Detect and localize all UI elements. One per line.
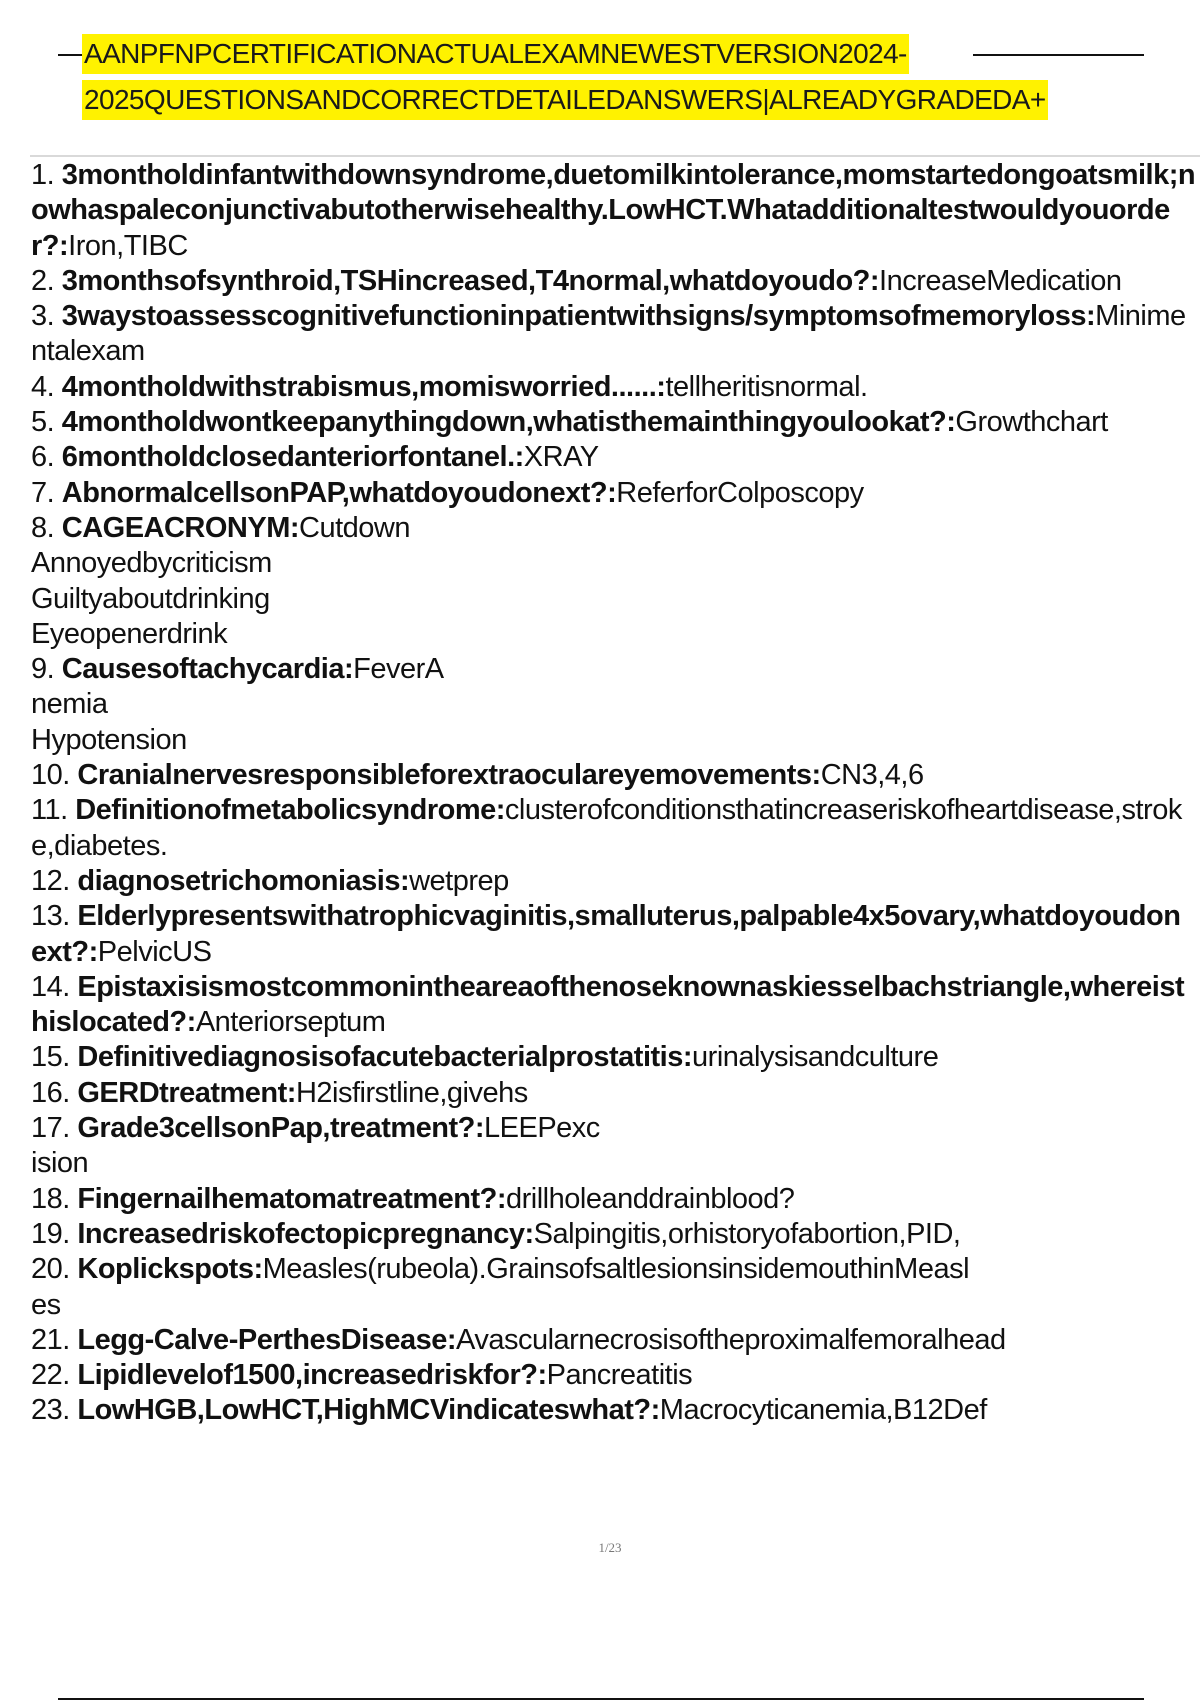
qa-item (31, 899, 1196, 970)
qa-answer: Growthchart (955, 406, 1108, 439)
qa-question: AbnormalcellsonPAP,whatdoyoudonext?: (61, 476, 617, 509)
qa-answer: wetprep (409, 864, 509, 897)
qa-answer: ReferforColposcopy (616, 476, 864, 509)
qa-item (31, 1040, 1196, 1075)
qa-answer: Iron,TIBC (68, 229, 188, 262)
page-number: 1/23 (598, 1540, 622, 1555)
qa-answer: Anteriorseptum (195, 1006, 386, 1039)
qa-item (31, 1076, 1196, 1111)
qa-answer: Pancreatitis (546, 1359, 693, 1392)
qa-question: 3montholdinfantwithdownsyndrome,duetomilkintolerance,momstartedongoatsmilk;nowhaspaleconjunctivabutotherwisehealthy.LowHCT.Whatadditionaltestwouldyouorder?: (31, 159, 1196, 262)
qa-number: 6. (31, 441, 62, 474)
qa-answer: drillholeanddrainblood? (506, 1182, 795, 1215)
qa-question: Koplickspots: (77, 1253, 263, 1286)
qa-question: Fingernailhematomatreatment?: (77, 1182, 507, 1215)
qa-question: Causesoftachycardia: (61, 653, 354, 686)
qa-question: Elderlypresentswithatrophicvaginitis,smalluterus,palpable4x5ovary,whatdoyoudonext?: (31, 900, 1181, 968)
document-title (58, 34, 1144, 126)
qa-number: 15. (31, 1041, 78, 1074)
qa-question: CAGEACRONYM: (61, 511, 300, 544)
qa-item (31, 405, 1196, 440)
qa-number: 18. (31, 1182, 78, 1215)
qa-number: 8. (31, 511, 62, 544)
qa-number: 4. (31, 370, 62, 403)
qa-question: diagnosetrichomoniasis: (77, 864, 410, 897)
qa-number: 5. (31, 406, 62, 439)
qa-question: 4montholdwithstrabismus,momisworried......: (61, 370, 666, 403)
qa-answer: Cutdown Annoyedbycriticism Guiltyaboutdrinking Eyeopenerdrink (31, 511, 410, 650)
qa-item (31, 652, 1196, 758)
qa-item (31, 1358, 1196, 1393)
qa-answer: H2isfirstline,givehs (295, 1076, 528, 1109)
qa-item (31, 476, 1196, 511)
qa-item (31, 1182, 1196, 1217)
qa-item (31, 158, 1196, 264)
qa-number: 20. (31, 1253, 78, 1286)
qa-answer: clusterofconditionsthatincreaseriskofheartdisease,stroke,diabetes. (31, 794, 1182, 862)
qa-item (31, 758, 1196, 793)
qa-answer: XRAY (523, 441, 599, 474)
qa-number: 22. (31, 1359, 78, 1392)
qa-item (31, 1217, 1196, 1252)
qa-question: 4montholdwontkeepanythingdown,whatisthemainthingyoulookat?: (61, 406, 956, 439)
qa-item (31, 1252, 1196, 1323)
qa-answer: Avascularnecrosisoftheproximalfemoralhead (456, 1323, 1006, 1356)
title-rule-left (58, 54, 82, 56)
qa-number: 14. (31, 970, 78, 1003)
qa-item (31, 511, 1196, 652)
qa-item (31, 1111, 1196, 1182)
qa-item (31, 370, 1196, 405)
qa-number: 2. (31, 264, 62, 297)
qa-item (31, 264, 1196, 299)
qa-question: Definitivediagnosisofacutebacterialprostatitis: (77, 1041, 693, 1074)
qa-item (31, 864, 1196, 899)
qa-answer: tellheritisnormal. (665, 370, 868, 403)
qa-number: 10. (31, 759, 78, 792)
qa-question: Lipidlevelof1500,increasedriskfor?: (77, 1359, 547, 1392)
qa-number: 3. (31, 300, 62, 333)
qa-answer: Macrocyticanemia,B12Def (659, 1394, 987, 1427)
qa-number: 21. (31, 1323, 78, 1356)
qa-answer: Salpingitis,orhistoryofabortion,PID, (533, 1217, 961, 1250)
header-divider (30, 155, 1200, 157)
title-line-2 (58, 80, 1144, 126)
qa-number: 17. (31, 1112, 78, 1145)
qa-item (31, 1393, 1196, 1428)
qa-number: 9. (31, 653, 62, 686)
qa-question: LowHGB,LowHCT,HighMCVindicateswhat?: (77, 1394, 660, 1427)
qa-answer: PelvicUS (97, 935, 212, 968)
qa-question: 3waystoassesscognitivefunctioninpatientwithsigns/symptomsofmemoryloss: (61, 300, 1096, 333)
qa-answer: LEEPexc ision (31, 1112, 600, 1180)
qa-answer: FeverA nemia Hypotension (31, 653, 444, 756)
qa-item (31, 299, 1196, 370)
qa-number: 13. (31, 900, 78, 933)
qa-question: Grade3cellsonPap,treatment?: (77, 1112, 485, 1145)
qa-question: Epistaxisismostcommonintheareaofthenoseknownaskiesselbachstriangle,whereisthislocated?: (31, 970, 1185, 1039)
title-text-line-2: 2025QUESTIONSANDCORRECTDETAILEDANSWERS|ALREADYGRADEDA+ (82, 80, 1048, 120)
qa-item (31, 1323, 1196, 1358)
qa-question: Increasedriskofectopicpregnancy: (77, 1217, 534, 1250)
qa-item (31, 793, 1196, 864)
title-line-1 (58, 34, 1144, 80)
qa-answer: Measles(rubeola).GrainsofsaltlesionsinsidemouthinMeasl es (31, 1253, 970, 1321)
qa-answer: CN3,4,6 (820, 759, 924, 792)
qa-item (31, 440, 1196, 475)
qa-item (31, 970, 1196, 1041)
qa-number: 23. (31, 1394, 78, 1427)
title-text-line-1: AANPFNPCERTIFICATIONACTUALEXAMNEWESTVERSION2024- (82, 34, 909, 74)
qa-question: Legg-Calve-PerthesDisease: (77, 1323, 457, 1356)
title-rule-right (973, 54, 1144, 56)
qa-number: 16. (31, 1076, 78, 1109)
qa-question: Definitionofmetabolicsyndrome: (75, 794, 505, 827)
qa-number: 7. (31, 476, 62, 509)
qa-answer: urinalysisandculture (692, 1041, 939, 1074)
question-answer-list (31, 158, 1196, 1429)
qa-number: 1. (31, 159, 62, 191)
qa-answer: IncreaseMedication (879, 264, 1122, 297)
qa-question: 6montholdclosedanteriorfontanel.: (61, 441, 524, 474)
qa-number: 11. (31, 794, 76, 827)
qa-answer: Minimentalexam (31, 300, 1186, 368)
qa-number: 19. (31, 1217, 78, 1250)
qa-question: 3monthsofsynthroid,TSHincreased,T4normal,whatdoyoudo?: (61, 264, 880, 297)
qa-question: Cranialnervesresponsibleforextraoculareyemovements: (77, 759, 821, 792)
qa-number: 12. (31, 864, 78, 897)
qa-question: GERDtreatment: (77, 1076, 296, 1109)
